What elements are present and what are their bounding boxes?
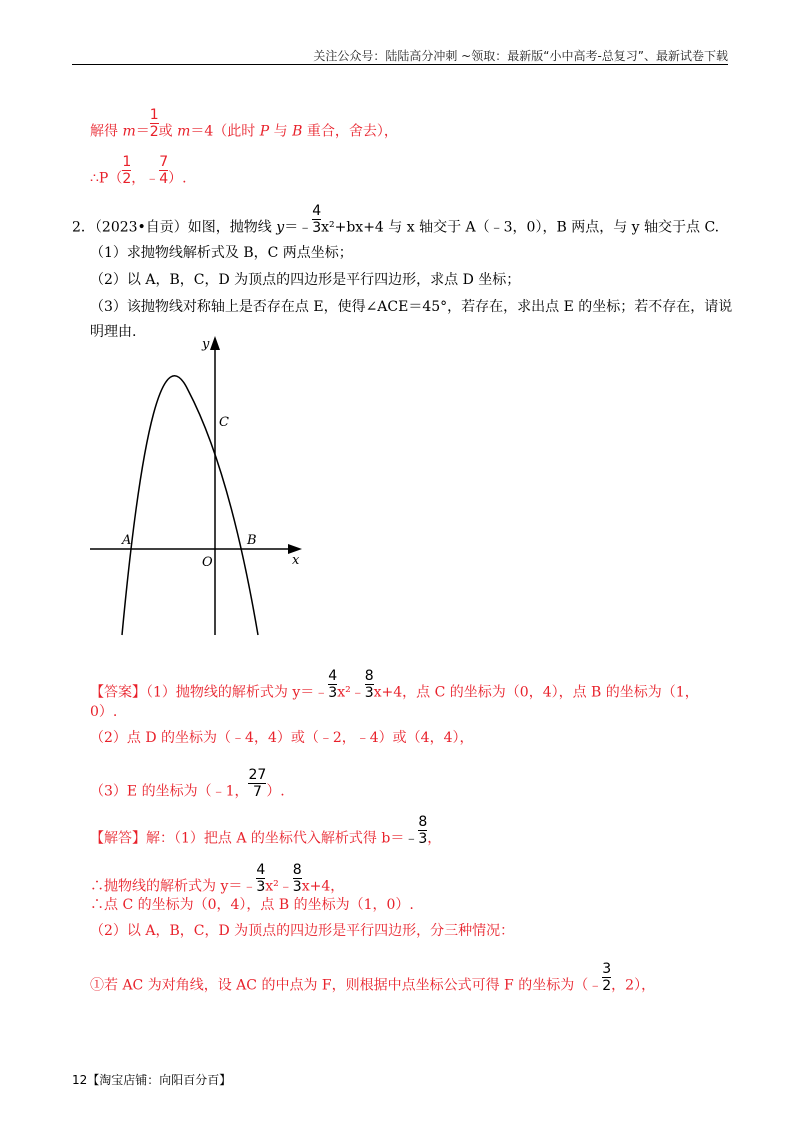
eq-minus: ＝﹣ [284,219,313,236]
fraction-a1 [328,668,338,709]
therefore-P: ∴P（ [90,170,123,187]
fraction-coef [312,203,322,244]
solution-1b: ， [427,830,442,847]
frac-num: 8 [364,668,374,684]
answer-1d: 0）. [90,704,118,720]
or-text: 或 [158,123,178,140]
frac-num: 27 [248,767,267,783]
fraction-half [149,107,159,148]
frac-num: 4 [328,668,338,684]
eq-sign: ＝ [135,123,150,140]
label-C: C [219,415,229,430]
parabola-figure [80,330,320,650]
page-number: 12 [72,1073,88,1087]
answer-1c: x+4，点 C 的坐标为（0，4），点 B 的坐标为（1， [373,684,699,701]
solution-tag: 【解答】 [90,830,146,847]
answer-3a: （3）E 的坐标为（﹣1， [90,783,249,800]
frac-den: 3 [364,685,374,701]
fraction-a2 [364,668,374,709]
solution-5b: ，2）， [611,977,656,994]
solution-4: （2）以 A，B，C，D 为顶点的四边形是平行四边形，分三种情况： [90,923,515,939]
frac-num: 8 [292,862,302,878]
question-1: （1）求抛物线解析式及 B，C 两点坐标； [90,245,353,261]
problem-number: 2． [72,219,95,236]
frac-num: 1 [122,154,132,170]
answer-3b: ）. [266,783,285,800]
answer-1a: （1）抛物线的解析式为 y＝﹣ [146,684,329,701]
solution-2b: x²﹣ [265,878,293,895]
problem-intro-a: （2023•自贡）如图，抛物线 [94,219,277,236]
header-text: 关注公众号：陆陆高分冲刺 ~领取：最新版“小中高考-总复习”、最新试卷下载 [313,49,728,63]
y-axis-arrow [210,336,220,350]
solution-line-5 [90,961,656,1002]
label-B: B [247,533,257,548]
var-m2: m [177,123,191,140]
answer-1b: x²﹣ [337,684,365,701]
label-O: O [202,555,213,570]
var-m: m [122,123,136,140]
label-x: x [292,553,300,568]
frac-den: 3 [328,685,338,701]
fraction-b [418,814,428,855]
frac-num: 1 [149,107,159,123]
var-B: B [292,123,303,140]
with-text: 与 [269,123,293,140]
question-2: （2）以 A，B，C，D 为顶点的四边形是平行四边形，求点 D 坐标； [90,272,521,288]
comma-minus: ，﹣ [131,170,160,187]
frac-num: 7 [159,154,169,170]
solution-3: ∴点 C 的坐标为（0，4），点 B 的坐标为（1，0）. [90,897,414,913]
problem-intro [72,203,720,244]
question-3b: 明理由. [90,324,137,340]
header-rule [72,64,728,65]
frac-den: 3 [292,879,302,895]
frac-den: 7 [248,783,266,800]
parabola-curve [122,376,258,635]
footer [72,1071,231,1088]
m2-val: ＝4（此时 [190,123,260,140]
fraction-a3 [248,767,267,808]
frac-den: 3 [256,879,266,895]
label-y: y [202,337,210,352]
frac-num: 3 [602,961,612,977]
frac-den: 4 [159,171,169,187]
fraction-f [602,961,612,1002]
answer-line-3 [90,767,285,808]
solution-5a: ①若 AC 为对角线，设 AC 的中点为 F，则根据中点坐标公式可得 F 的坐标为（﹣ [90,977,603,994]
prev-P-line [90,154,187,195]
prev-solve-line [90,107,398,148]
fraction-py [159,154,169,195]
label-A: A [122,533,132,548]
shop-text: 【淘宝店铺：向阳百分百】 [87,1073,232,1087]
var-y: y [276,219,285,236]
solution-2a: ∴抛物线的解析式为 y＝﹣ [90,878,257,895]
frac-den: 3 [312,220,322,236]
frac-num: 4 [312,203,322,219]
solution-2c: x+4， [301,878,345,895]
problem-intro-b: x²+bx+4 与 x 轴交于 A（﹣3，0），B 两点，与 y 轴交于点 C. [321,219,720,236]
fraction-px [122,154,132,195]
answer-tag: 【答案】 [90,684,146,701]
question-3a: （3）该抛物线对称轴上是否存在点 E，使得∠ACE＝45°，若存在，求出点 E 的坐标；若不存在，请说 [90,299,733,315]
answer-line-1 [90,668,699,709]
prev-solve-text: 解得 [90,123,123,140]
var-P: P [259,123,270,140]
solution-minus: ﹣ [404,830,419,847]
answer-2: （2）点 D 的坐标为（﹣4，4）或（﹣2，﹣4）或（4，4）， [90,730,474,746]
frac-den: 2 [149,124,159,140]
overlap-text: 重合，舍去）， [302,123,398,140]
solution-line-1 [90,814,442,855]
solution-1a: 解：（1）把点 A 的坐标代入解析式得 b＝ [146,830,405,847]
frac-den: 2 [602,978,612,994]
frac-num: 8 [418,814,428,830]
frac-den: 3 [418,831,428,847]
frac-num: 4 [256,862,266,878]
frac-den: 2 [122,171,132,187]
close-text: ）. [168,170,187,187]
